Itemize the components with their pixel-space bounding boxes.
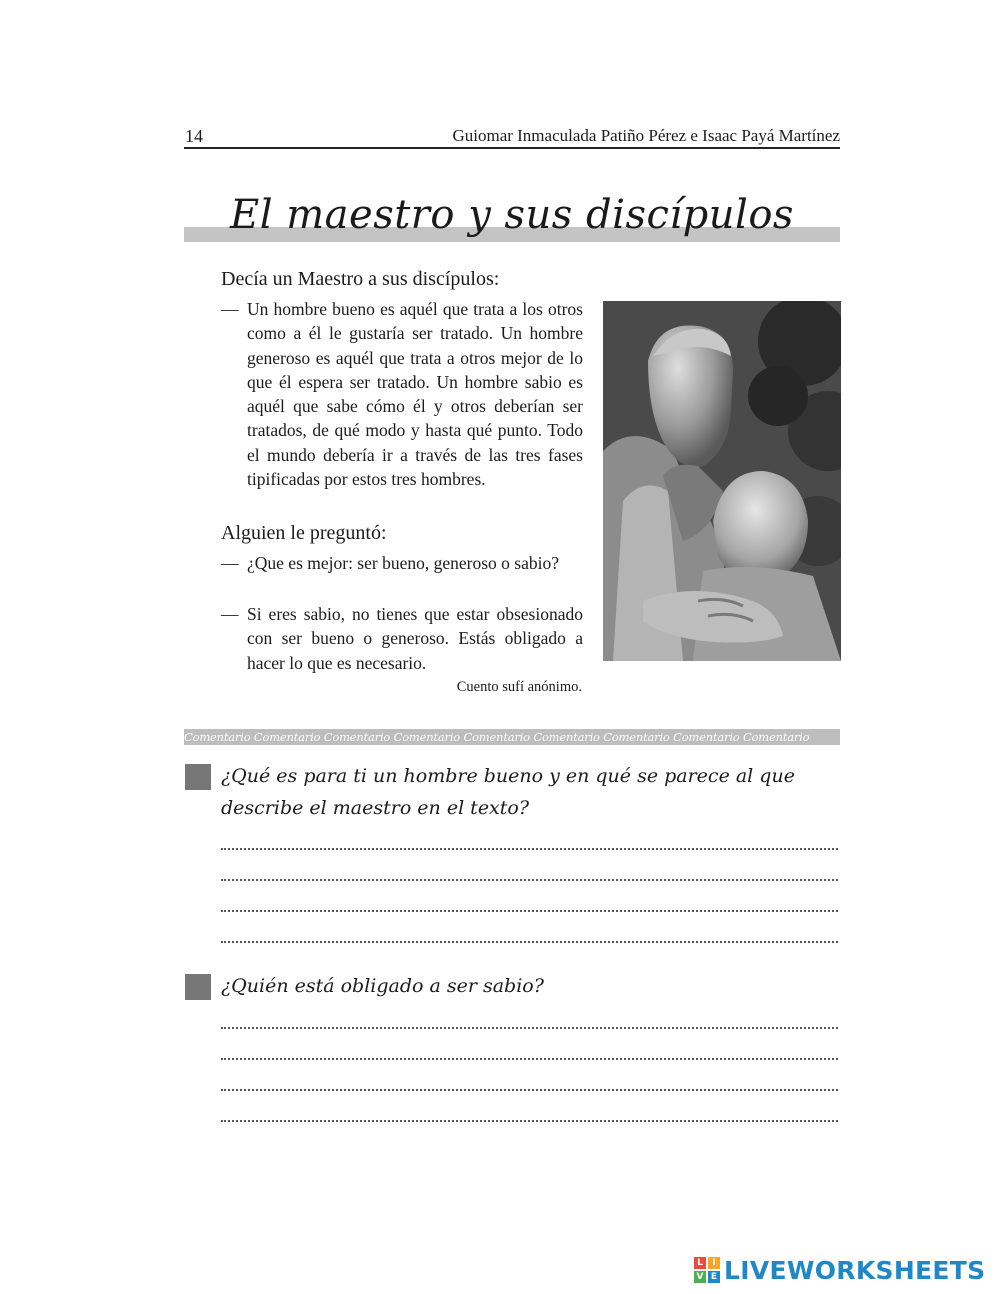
page-number: 14	[185, 126, 203, 146]
header-rule	[184, 147, 840, 149]
brand-icon-letter: E	[708, 1271, 720, 1283]
question-marker	[185, 764, 211, 790]
question-2: ¿Quién está obligado a ser sabio?	[221, 975, 544, 997]
dialogue-dash: —	[221, 299, 239, 319]
answer-line[interactable]	[221, 910, 838, 912]
statue-photo-icon	[603, 301, 841, 661]
brand-icon-letter: L	[694, 1257, 706, 1269]
liveworksheets-logo	[694, 1254, 985, 1286]
page-title: El maestro y sus discípulos	[230, 192, 794, 238]
answer-line[interactable]	[221, 1058, 838, 1060]
answer-line[interactable]	[221, 941, 838, 943]
comment-band: Comentario Comentario Comentario Comentario Comentario Comentario Comentario Comentario Comentario	[184, 729, 840, 745]
teaching-text: Un hombre bueno es aquél que trata a los otros como a él le gustaría ser tratado. Un hombre generoso es aquél que trata a otros mejor de lo que él espera ser tratado. Un hombre sabio es aquél que sabe cómo él y otros deberían ser tratados, de qué modo y hasta qué punto. Todo el mundo debería ir a través de las tres fases tipificadas por estos tres hombres.	[247, 299, 583, 490]
answer-line[interactable]	[221, 1089, 838, 1091]
dialogue-dash: —	[221, 604, 239, 624]
dialogue-question	[221, 551, 583, 575]
answer-line[interactable]	[221, 1027, 838, 1029]
dialogue-teaching	[221, 297, 583, 491]
story-source: Cuento sufí anónimo.	[456, 679, 582, 695]
running-header-authors: Guiomar Inmaculada Patiño Pérez e Isaac Payá Martínez	[452, 126, 840, 145]
question-1: ¿Qué es para ti un hombre bueno y en qué se parece al que describe el maestro en el texto?	[221, 765, 795, 819]
question-marker	[185, 974, 211, 1000]
answer-line[interactable]	[221, 879, 838, 881]
story-intro: Decía un Maestro a sus discípulos:	[221, 268, 500, 290]
brand-icon-letter: I	[708, 1257, 720, 1269]
answer-line[interactable]	[221, 848, 838, 850]
liveworksheets-icon	[694, 1257, 720, 1283]
statue-photo	[603, 301, 841, 661]
answer-text: Si eres sabio, no tienes que estar obsesionado con ser bueno o generoso. Estás obligado a hacer lo que es necesario.	[247, 604, 583, 673]
brand-icon-letter: V	[694, 1271, 706, 1283]
ask-intro: Alguien le preguntó:	[221, 522, 387, 544]
dialogue-dash: —	[221, 553, 239, 573]
dialogue-answer	[221, 602, 583, 675]
liveworksheets-wordmark: LIVEWORKSHEETS	[724, 1255, 986, 1285]
question-text: ¿Que es mejor: ser bueno, generoso o sabio?	[247, 553, 559, 573]
answer-line[interactable]	[221, 1120, 838, 1122]
